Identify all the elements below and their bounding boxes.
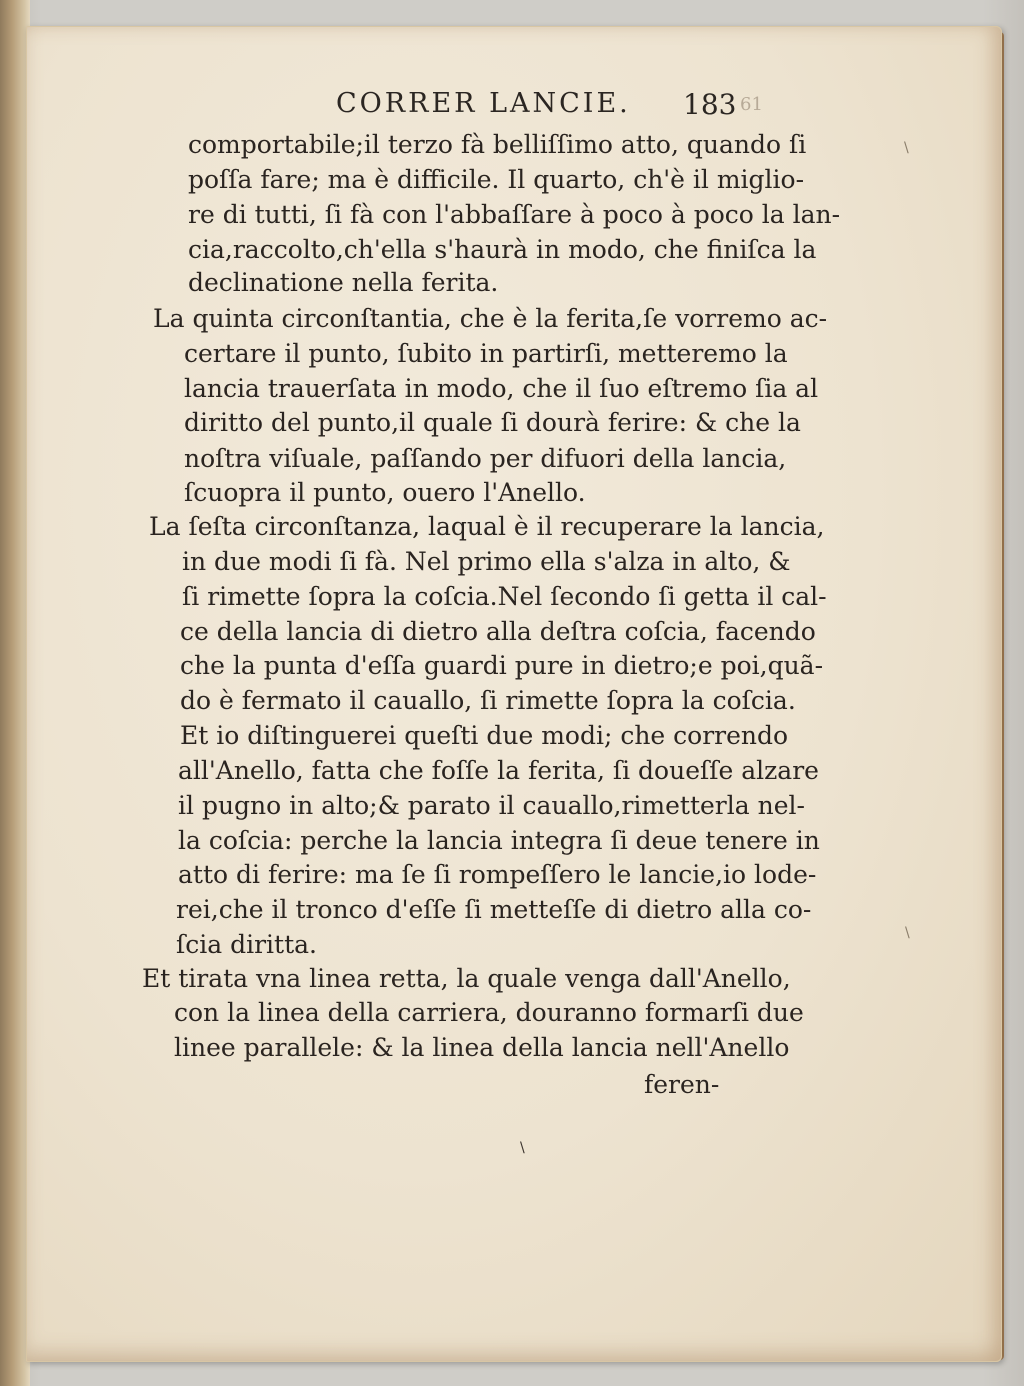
paragraph-start-line: Et tirata vna linea retta, la quale venga dall'Anello, [142, 964, 791, 993]
page-number: 183 [683, 88, 737, 121]
text-line: il pugno in alto;& parato il cauallo,rimetterla nel- [178, 791, 805, 820]
margin-page-note: 61 [740, 94, 763, 115]
catchword: feren- [644, 1070, 720, 1099]
text-line: atto di ferire: ma ſe ſi rompeſſero le lancie,io lode- [178, 860, 817, 889]
paragraph-start-line: La ſeſta circonſtanza, laqual è il recuperare la lancia, [149, 512, 825, 541]
text-line: ce della lancia di dietro alla deſtra coſcia, facendo [180, 617, 816, 646]
text-line: re di tutti, ſi fà con l'abbaſſare à poco à poco la lan- [188, 200, 841, 229]
text-line: Et io diſtinguerei queſti due modi; che correndo [180, 721, 789, 750]
text-line: ſi rimette ſopra la coſcia.Nel ſecondo ſi getta il cal- [182, 582, 827, 611]
text-line: in due modi ſi fà. Nel primo ella s'alza in alto, & [182, 547, 791, 576]
text-line: do è fermato il cauallo, ſi rimette ſopra la coſcia. [180, 686, 796, 715]
text-line: poſſa fare; ma è difficile. Il quarto, ch'è il miglio- [188, 165, 805, 194]
text-line: declinatione nella ferita. [188, 268, 499, 297]
paragraph-start-line: La quinta circonſtantia, che è la ferita,ſe vorremo ac- [153, 304, 828, 333]
ink-speck: \ [904, 140, 909, 156]
text-line: con la linea della carriera, douranno formarſi due [174, 998, 804, 1027]
text-line: noſtra viſuale, paſſando per difuori della lancia, [184, 444, 787, 473]
text-line: comportabile;il terzo fà belliſſimo atto, quando ſi [188, 130, 807, 159]
ink-speck: \ [520, 1140, 525, 1156]
text-line: rei,che il tronco d'eſſe ſi metteſſe di dietro alla co- [176, 895, 812, 924]
text-line: linee parallele: & la linea della lancia nell'Anello [174, 1033, 790, 1062]
running-head: CORRER LANCIE. [336, 88, 631, 119]
text-line: certare il punto, ſubito in partirſi, metteremo la [184, 339, 788, 368]
text-line: all'Anello, fatta che foſſe la ferita, ſi doueſſe alzare [178, 756, 819, 785]
text-line: ſcuopra il punto, ouero l'Anello. [184, 478, 586, 507]
text-line: ſcia diritta. [176, 930, 317, 959]
text-line: la coſcia: perche la lancia integra ſi deue tenere in [178, 826, 820, 855]
text-line: cia,raccolto,ch'ella s'haurà in modo, che finiſca la [188, 235, 817, 264]
text-line: diritto del punto,il quale ſi dourà ferire: & che la [184, 408, 801, 437]
ink-speck: \ [905, 925, 910, 941]
text-line: che la punta d'eſſa guardi pure in dietro;e poi,quã- [180, 651, 824, 680]
text-line: lancia trauerſata in modo, che il ſuo eſtremo ſia al [184, 374, 819, 403]
